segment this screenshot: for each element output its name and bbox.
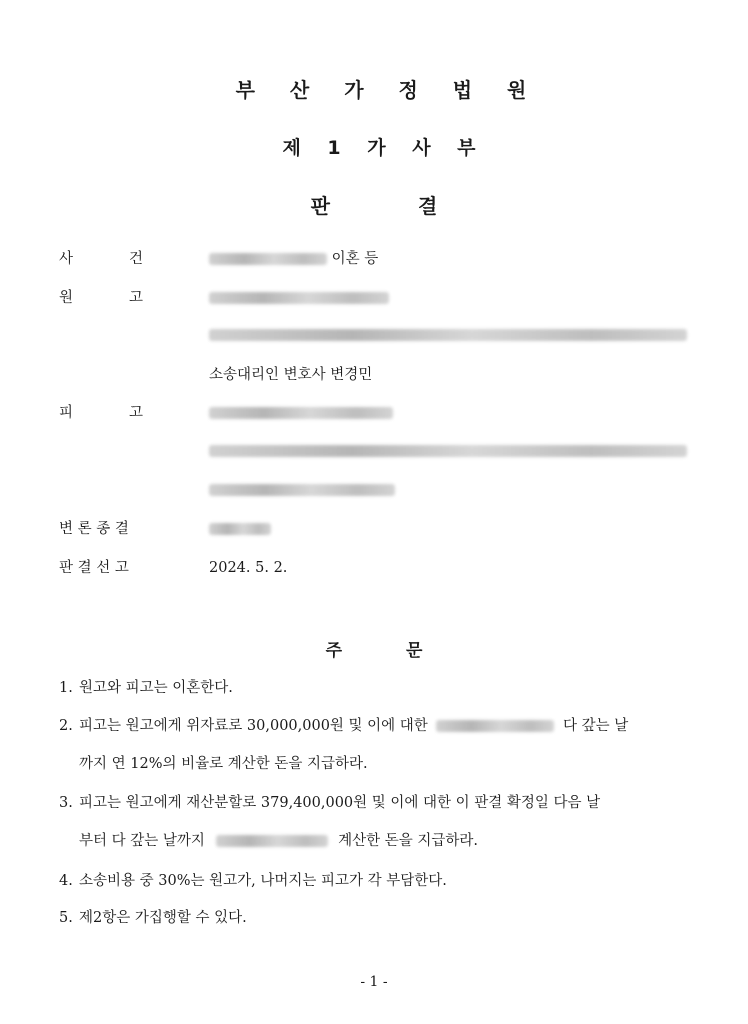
defendant-label-char-1: 피 xyxy=(59,405,74,421)
order-text: 소송비용 중 30%는 원고가, 나머지는 피고가 각 부담한다. xyxy=(79,873,447,889)
order-title-char-2: 문 xyxy=(406,641,423,661)
case-title: 이혼 등 xyxy=(331,251,379,267)
defendant-address xyxy=(209,440,687,462)
case-label-char-2: 건 xyxy=(129,251,144,267)
defendant-name xyxy=(209,402,393,424)
redacted-defendant-address xyxy=(209,445,687,457)
redacted-plaintiff-address xyxy=(209,329,687,341)
order-text: 피고는 원고에게 위자료로 30,000,000원 및 이에 대한 xyxy=(79,718,428,734)
document-type xyxy=(0,190,748,219)
defendant-representative xyxy=(209,479,395,501)
plaintiff-label-char-2: 고 xyxy=(129,290,144,306)
order-item-3 xyxy=(59,792,689,814)
order-text: 원고와 피고는 이혼한다. xyxy=(79,680,233,696)
redacted-plaintiff-name xyxy=(209,292,389,304)
order-number: 5. xyxy=(59,910,73,926)
order-title xyxy=(0,636,748,661)
document-type-char-2: 결 xyxy=(418,194,438,218)
plaintiff-name xyxy=(209,287,389,309)
order-item-2 xyxy=(59,715,689,737)
order-item-4 xyxy=(59,870,689,892)
page-number: - 1 - xyxy=(360,974,388,990)
division-name: 제 1 가 사 부 xyxy=(282,137,486,159)
sentencing-date: 2024. 5. 2. xyxy=(209,560,288,576)
order-text: 피고는 원고에게 재산분할로 379,400,000원 및 이에 대한 이 판결 확정일 다음 날 xyxy=(79,795,601,811)
order-number: 4. xyxy=(59,873,73,889)
plaintiff-representative: 소송대리인 변호사 변경민 xyxy=(209,367,373,383)
document-type-char-1: 판 xyxy=(310,194,330,218)
order-number: 2. xyxy=(59,718,73,734)
case-label-char-1: 사 xyxy=(59,251,74,267)
order-text: 부터 다 갚는 날까지 xyxy=(79,833,205,849)
redacted-case-number xyxy=(209,253,327,265)
order-text-tail: 다 갚는 날 xyxy=(563,718,629,734)
plaintiff-label-char-1: 원 xyxy=(59,290,74,306)
closing-date xyxy=(209,518,271,540)
closing-label: 변 론 종 결 xyxy=(59,521,129,537)
court-name: 부 산 가 정 법 원 xyxy=(235,78,541,102)
order-text-tail: 계산한 돈을 지급하라. xyxy=(338,833,478,849)
order-text: 제2항은 가집행할 수 있다. xyxy=(79,910,247,926)
case-value xyxy=(209,248,378,270)
order-item-5 xyxy=(59,907,689,929)
redacted-closing-date xyxy=(209,523,271,535)
defendant-label-char-2: 고 xyxy=(129,405,144,421)
order-item-2-continuation: 까지 연 12%의 비율로 계산한 돈을 지급하라. xyxy=(79,756,368,772)
redacted-date-range xyxy=(436,720,554,732)
redacted-defendant-name xyxy=(209,407,393,419)
order-title-char-1: 주 xyxy=(325,641,342,661)
redacted-defendant-representative xyxy=(209,484,395,496)
redacted-interest-rate xyxy=(216,835,328,847)
order-number: 1. xyxy=(59,680,73,696)
sentencing-label: 판 결 선 고 xyxy=(59,560,129,576)
plaintiff-address xyxy=(209,324,687,346)
order-item-1 xyxy=(59,677,689,699)
order-number: 3. xyxy=(59,795,73,811)
order-item-3-continuation xyxy=(79,830,478,852)
